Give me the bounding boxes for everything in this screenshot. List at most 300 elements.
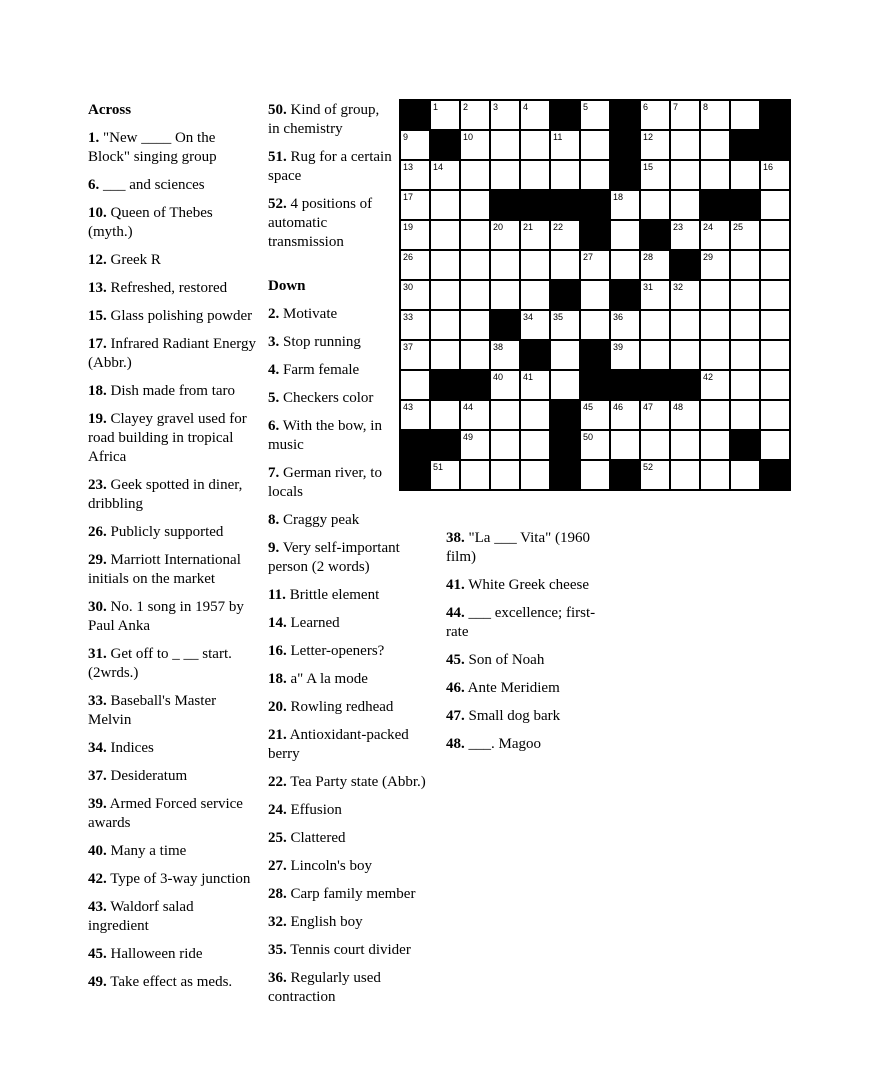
grid-cell[interactable] <box>400 160 430 190</box>
clue-number: 35. <box>268 942 287 958</box>
black-square <box>460 370 490 400</box>
cell-number: 45 <box>583 402 594 412</box>
clue-number: 25. <box>268 830 287 846</box>
clue-text: Kind of group, in chemistry <box>268 102 380 137</box>
grid-cell[interactable] <box>520 250 550 280</box>
grid-cell[interactable] <box>490 280 520 310</box>
across-clue <box>88 335 256 373</box>
black-square <box>730 190 760 220</box>
black-square <box>400 460 430 490</box>
clue-text: White Greek cheese <box>464 577 589 593</box>
clue-text: ___. Magoo <box>464 736 541 752</box>
down-clue <box>268 857 440 876</box>
grid-cell[interactable] <box>400 370 430 400</box>
clue-number: 8. <box>268 512 280 528</box>
cell-number: 36 <box>613 312 624 322</box>
grid-cell[interactable] <box>760 340 790 370</box>
grid-cell[interactable] <box>580 160 610 190</box>
black-square <box>550 430 580 460</box>
grid-cell[interactable] <box>640 430 670 460</box>
clue-text: Tennis court divider <box>286 942 411 958</box>
clue-number: 1. <box>88 130 100 146</box>
clue-number: 20. <box>268 699 287 715</box>
down-clue <box>446 679 616 698</box>
grid-cell[interactable] <box>700 340 730 370</box>
cell-number: 22 <box>553 222 564 232</box>
across-clue <box>88 251 256 270</box>
black-square <box>400 100 430 130</box>
grid-cell[interactable] <box>730 220 760 250</box>
clue-text: 4 positions of automatic transmission <box>268 196 373 250</box>
down-clue <box>268 586 440 605</box>
cell-number: 28 <box>643 252 654 262</box>
clue-number: 14. <box>268 615 287 631</box>
grid-cell[interactable] <box>520 160 550 190</box>
grid-cell[interactable] <box>610 340 640 370</box>
clue-number: 28. <box>268 886 287 902</box>
grid-cell[interactable] <box>610 310 640 340</box>
grid-cell[interactable] <box>580 280 610 310</box>
grid-cell[interactable] <box>430 400 460 430</box>
clue-number: 4. <box>268 362 280 378</box>
grid-cell[interactable] <box>700 430 730 460</box>
clue-number: 17. <box>88 336 107 352</box>
grid-cell[interactable] <box>550 310 580 340</box>
clue-number: 7. <box>268 465 280 481</box>
clue-number: 10. <box>88 205 107 221</box>
clue-text: Refreshed, restored <box>106 280 228 296</box>
cell-number: 6 <box>643 102 649 112</box>
grid-cell[interactable] <box>430 460 460 490</box>
clue-text: Halloween ride <box>106 946 203 962</box>
grid-cell[interactable] <box>730 250 760 280</box>
grid-cell[interactable] <box>400 310 430 340</box>
black-square <box>580 190 610 220</box>
grid-cell[interactable] <box>490 220 520 250</box>
grid-cell[interactable] <box>670 160 700 190</box>
down-clue <box>268 773 440 792</box>
clue-number: 22. <box>268 774 287 790</box>
cell-number: 8 <box>703 102 709 112</box>
grid-cell[interactable] <box>640 400 670 430</box>
grid-cell[interactable] <box>460 130 490 160</box>
cell-number: 10 <box>463 132 474 142</box>
cell-number: 49 <box>463 432 474 442</box>
clue-number: 43. <box>88 899 107 915</box>
grid-cell[interactable] <box>640 340 670 370</box>
grid-cell[interactable] <box>610 220 640 250</box>
grid-cell[interactable] <box>730 370 760 400</box>
clue-number: 46. <box>446 680 465 696</box>
grid-cell[interactable] <box>640 280 670 310</box>
cell-number: 16 <box>763 162 774 172</box>
clue-text: Dish made from taro <box>106 383 236 399</box>
clue-number: 21. <box>268 727 287 743</box>
clue-text: ___ and sciences <box>99 177 205 193</box>
grid-cell[interactable] <box>460 400 490 430</box>
clue-number: 32. <box>268 914 287 930</box>
grid-cell[interactable] <box>580 400 610 430</box>
grid-cell[interactable] <box>460 250 490 280</box>
clue-text: Learned <box>286 615 340 631</box>
grid-cell[interactable] <box>460 310 490 340</box>
black-square <box>610 130 640 160</box>
clue-text: Farm female <box>279 362 360 378</box>
clue-text: Craggy peak <box>279 512 360 528</box>
grid-cell[interactable] <box>700 370 730 400</box>
grid-cell[interactable] <box>580 130 610 160</box>
black-square <box>550 460 580 490</box>
black-square <box>610 370 640 400</box>
black-square <box>580 220 610 250</box>
cell-number: 4 <box>523 102 529 112</box>
across-clue <box>88 598 256 636</box>
grid-cell[interactable] <box>430 310 460 340</box>
grid-cell[interactable] <box>670 190 700 220</box>
clue-text: Ante Meridiem <box>464 680 560 696</box>
grid-cell[interactable] <box>670 100 700 130</box>
grid-cell[interactable] <box>730 280 760 310</box>
grid-cell[interactable] <box>520 100 550 130</box>
clue-number: 6. <box>268 418 280 434</box>
grid-cell[interactable] <box>640 100 670 130</box>
grid-cell[interactable] <box>430 340 460 370</box>
clue-number: 45. <box>446 652 465 668</box>
cell-number: 34 <box>523 312 534 322</box>
grid-cell[interactable] <box>670 310 700 340</box>
grid-cell[interactable] <box>700 220 730 250</box>
grid-cell[interactable] <box>760 250 790 280</box>
across-heading: Across <box>88 102 132 118</box>
clue-text: No. 1 song in 1957 by Paul Anka <box>88 599 244 634</box>
clue-text: Antioxidant-packed berry <box>268 727 409 762</box>
grid-cell[interactable] <box>520 310 550 340</box>
black-square <box>490 190 520 220</box>
grid-cell[interactable] <box>760 430 790 460</box>
clue-text: "La ___ Vita" (1960 film) <box>446 530 590 565</box>
grid-cell[interactable] <box>460 430 490 460</box>
grid-cell[interactable] <box>490 250 520 280</box>
grid-cell[interactable] <box>760 370 790 400</box>
across-clue <box>88 795 256 833</box>
clue-text: Stop running <box>279 334 361 350</box>
grid-cell[interactable] <box>670 430 700 460</box>
clue-text: Brittle element <box>285 587 380 603</box>
clue-text: Carp family member <box>286 886 416 902</box>
across-clue <box>88 279 256 298</box>
clue-number: 42. <box>88 871 107 887</box>
grid-cell[interactable] <box>580 460 610 490</box>
grid-cell[interactable] <box>460 160 490 190</box>
black-square <box>580 340 610 370</box>
grid-cell[interactable] <box>670 460 700 490</box>
grid-cell[interactable] <box>400 130 430 160</box>
grid-cell[interactable] <box>640 130 670 160</box>
black-square <box>550 400 580 430</box>
grid-cell[interactable] <box>700 310 730 340</box>
cell-number: 20 <box>493 222 504 232</box>
cell-number: 12 <box>643 132 654 142</box>
grid-cell[interactable] <box>730 310 760 340</box>
grid-cell[interactable] <box>760 310 790 340</box>
clue-number: 3. <box>268 334 280 350</box>
black-square <box>610 460 640 490</box>
cell-number: 35 <box>553 312 564 322</box>
grid-cell[interactable] <box>400 280 430 310</box>
clue-number: 6. <box>88 177 100 193</box>
crossword-grid <box>400 100 790 490</box>
clue-number: 51. <box>268 149 287 165</box>
grid-cell[interactable] <box>730 400 760 430</box>
grid-cell[interactable] <box>400 400 430 430</box>
grid-cell[interactable] <box>760 280 790 310</box>
across-clue <box>88 382 256 401</box>
down-clue <box>268 913 440 932</box>
clue-text: Clayey gravel used for road building in tropical Africa <box>88 411 247 465</box>
grid-cell[interactable] <box>550 370 580 400</box>
clue-number: 2. <box>268 306 280 322</box>
grid-cell[interactable] <box>700 460 730 490</box>
grid-cell[interactable] <box>610 190 640 220</box>
across-clue <box>88 204 256 242</box>
grid-cell[interactable] <box>730 460 760 490</box>
grid-cell[interactable] <box>520 430 550 460</box>
black-square <box>670 250 700 280</box>
cell-number: 33 <box>403 312 414 322</box>
grid-cell[interactable] <box>700 250 730 280</box>
grid-cell[interactable] <box>520 220 550 250</box>
clue-text: "New ____ On the Block" singing group <box>88 130 217 165</box>
grid-cell[interactable] <box>670 400 700 430</box>
clue-text: Marriott International initials on the market <box>88 552 241 587</box>
clue-number: 23. <box>88 477 107 493</box>
grid-cell[interactable] <box>460 220 490 250</box>
grid-cell[interactable] <box>490 100 520 130</box>
grid-cell[interactable] <box>460 340 490 370</box>
grid-cell[interactable] <box>640 160 670 190</box>
grid-cell[interactable] <box>520 370 550 400</box>
grid-cell[interactable] <box>550 250 580 280</box>
grid-cell[interactable] <box>760 220 790 250</box>
clue-number: 39. <box>88 796 107 812</box>
grid-cell[interactable] <box>760 190 790 220</box>
clue-text: Type of 3-way junction <box>106 871 251 887</box>
down-clue <box>268 885 440 904</box>
cell-number: 21 <box>523 222 534 232</box>
grid-cell[interactable] <box>520 280 550 310</box>
grid-cell[interactable] <box>700 400 730 430</box>
grid-cell[interactable] <box>760 160 790 190</box>
grid-cell[interactable] <box>460 100 490 130</box>
black-square <box>550 100 580 130</box>
cell-number: 11 <box>553 132 563 142</box>
grid-cell[interactable] <box>700 280 730 310</box>
grid-cell[interactable] <box>460 190 490 220</box>
clue-number: 36. <box>268 970 287 986</box>
cell-number: 46 <box>613 402 624 412</box>
down-heading: Down <box>268 278 306 294</box>
clue-text: Tea Party state (Abbr.) <box>286 774 426 790</box>
grid-cell[interactable] <box>730 160 760 190</box>
cell-number: 1 <box>433 102 439 112</box>
grid-cell[interactable] <box>670 280 700 310</box>
grid-cell[interactable] <box>610 400 640 430</box>
grid-cell[interactable] <box>490 430 520 460</box>
cell-number: 52 <box>643 462 654 472</box>
grid-cell[interactable] <box>490 160 520 190</box>
down-clue <box>268 698 440 717</box>
black-square <box>400 430 430 460</box>
grid-cell[interactable] <box>490 400 520 430</box>
cell-number: 25 <box>733 222 744 232</box>
grid-cell[interactable] <box>430 250 460 280</box>
clue-text: With the bow, in music <box>268 418 382 453</box>
clue-text: Very self-important person (2 words) <box>268 540 400 575</box>
grid-cell[interactable] <box>490 340 520 370</box>
clue-number: 41. <box>446 577 465 593</box>
down-clue <box>446 735 616 754</box>
cell-number: 31 <box>643 282 654 292</box>
black-square <box>580 370 610 400</box>
grid-cell[interactable] <box>640 190 670 220</box>
black-square <box>430 430 460 460</box>
clue-text: Checkers color <box>279 390 374 406</box>
clue-number: 37. <box>88 768 107 784</box>
clue-text: Armed Forced service awards <box>88 796 243 831</box>
grid-cell[interactable] <box>550 130 580 160</box>
black-square <box>670 370 700 400</box>
clue-text: Indices <box>106 740 154 756</box>
clue-text: English boy <box>286 914 363 930</box>
grid-cell[interactable] <box>490 130 520 160</box>
grid-cell[interactable] <box>430 280 460 310</box>
clue-number: 11. <box>268 587 286 603</box>
black-square <box>610 280 640 310</box>
grid-cell[interactable] <box>640 250 670 280</box>
down-clue <box>268 941 440 960</box>
grid-cell[interactable] <box>640 460 670 490</box>
grid-cell[interactable] <box>580 430 610 460</box>
black-square <box>760 460 790 490</box>
cell-number: 9 <box>403 132 409 142</box>
cell-number: 32 <box>673 282 684 292</box>
grid-cell[interactable] <box>400 340 430 370</box>
grid-cell[interactable] <box>520 130 550 160</box>
grid-cell[interactable] <box>670 340 700 370</box>
black-square <box>760 100 790 130</box>
grid-cell[interactable] <box>550 220 580 250</box>
grid-cell[interactable] <box>430 160 460 190</box>
black-square <box>430 370 460 400</box>
clue-number: 50. <box>268 102 287 118</box>
cell-number: 24 <box>703 222 714 232</box>
cell-number: 30 <box>403 282 414 292</box>
grid-cell[interactable] <box>580 100 610 130</box>
clue-number: 26. <box>88 524 107 540</box>
clue-text: Small dog bark <box>464 708 561 724</box>
black-square <box>730 430 760 460</box>
grid-cell[interactable] <box>520 400 550 430</box>
across-clue <box>88 870 256 889</box>
grid-cell[interactable] <box>670 130 700 160</box>
grid-cell[interactable] <box>700 130 730 160</box>
across-clue <box>88 767 256 786</box>
clue-number: 29. <box>88 552 107 568</box>
grid-cell[interactable] <box>700 160 730 190</box>
grid-cell[interactable] <box>400 250 430 280</box>
cell-number: 29 <box>703 252 714 262</box>
clue-number: 27. <box>268 858 287 874</box>
clue-number: 33. <box>88 693 107 709</box>
black-square <box>520 340 550 370</box>
cell-number: 23 <box>673 222 684 232</box>
cell-number: 40 <box>493 372 504 382</box>
grid-cell[interactable] <box>610 250 640 280</box>
across-clue <box>88 842 256 861</box>
cell-number: 17 <box>403 192 414 202</box>
grid-cell[interactable] <box>400 220 430 250</box>
grid-cell[interactable] <box>430 100 460 130</box>
grid-cell[interactable] <box>640 310 670 340</box>
grid-cell[interactable] <box>580 250 610 280</box>
grid-cell[interactable] <box>460 280 490 310</box>
clue-text: German river, to locals <box>268 465 382 500</box>
clue-text: Clattered <box>286 830 346 846</box>
black-square <box>760 130 790 160</box>
clue-text: Take effect as meds. <box>106 974 233 990</box>
down-clue <box>268 670 440 689</box>
grid-cell[interactable] <box>730 100 760 130</box>
clue-text: Regularly used contraction <box>268 970 381 1005</box>
grid-cell[interactable] <box>430 220 460 250</box>
clue-number: 18. <box>268 671 287 687</box>
grid-cell[interactable] <box>700 100 730 130</box>
cell-number: 38 <box>493 342 504 352</box>
clue-text: Desideratum <box>106 768 188 784</box>
across-clue <box>88 692 256 730</box>
across-clue <box>88 176 256 195</box>
clue-number: 18. <box>88 383 107 399</box>
clue-text: Motivate <box>279 306 338 322</box>
grid-cell[interactable] <box>520 460 550 490</box>
clue-text: Greek R <box>106 252 161 268</box>
grid-cell[interactable] <box>550 340 580 370</box>
clue-number: 49. <box>88 974 107 990</box>
cell-number: 5 <box>583 102 589 112</box>
clue-text: Baseball's Master Melvin <box>88 693 217 728</box>
black-square <box>640 370 670 400</box>
cell-number: 3 <box>493 102 499 112</box>
grid-cell[interactable] <box>760 400 790 430</box>
grid-cell[interactable] <box>730 340 760 370</box>
grid-cell[interactable] <box>490 460 520 490</box>
clue-number: 24. <box>268 802 287 818</box>
down-clues-column-3 <box>446 529 616 763</box>
grid-cell[interactable] <box>670 220 700 250</box>
grid-cell[interactable] <box>400 190 430 220</box>
grid-cell[interactable] <box>610 430 640 460</box>
down-clue <box>268 829 440 848</box>
cell-number: 42 <box>703 372 714 382</box>
grid-cell[interactable] <box>490 370 520 400</box>
grid-cell[interactable] <box>550 160 580 190</box>
grid-cell[interactable] <box>580 310 610 340</box>
down-clue <box>268 539 440 577</box>
grid-cell[interactable] <box>460 460 490 490</box>
black-square <box>730 130 760 160</box>
grid-cell[interactable] <box>430 190 460 220</box>
cell-number: 27 <box>583 252 594 262</box>
